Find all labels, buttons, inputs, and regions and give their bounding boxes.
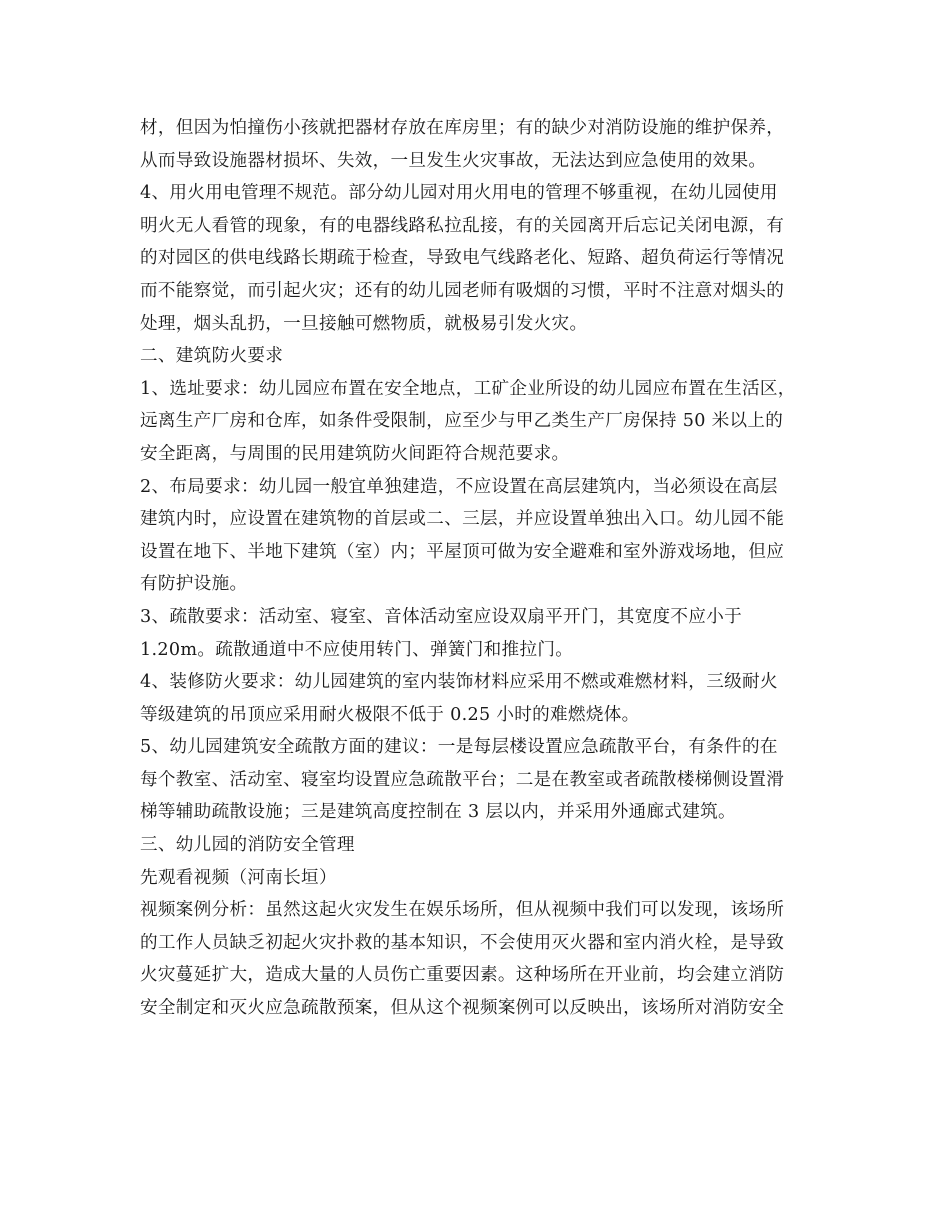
text-line: 1.20m。疏散通道中不应使用转门、弹簧门和推拉门。 [140,639,574,660]
section-heading: 二、建筑防火要求 [140,346,284,367]
text-line: 梯等辅助疏散设施；三是建筑高度控制在 3 层以内，并采用外通廊式建筑。 [140,802,736,823]
text-line: 处理，烟头乱扔，一旦接触可燃物质，就极易引发火灾。 [140,313,588,334]
text-line: 建筑内时，应设置在建筑物的首层或二、三层，并应设置单独出入口。幼儿园不能 [140,509,785,530]
text-line: 安全距离，与周围的民用建筑防火间距符合规范要求。 [140,443,570,464]
document-body [140,112,810,1025]
text-line: 的工作人员缺乏初起火灾扑救的基本知识，不会使用灭火器和室内消火栓，是导致 [140,932,785,953]
text-line: 远离生产厂房和仓库，如条件受限制，应至少与甲乙类生产厂房保持 50 米以上的 [140,411,784,432]
text-line: 火灾蔓延扩大，造成大量的人员伤亡重要因素。这种场所在开业前，均会建立消防 [140,965,785,986]
text-line: 材，但因为怕撞伤小孩就把器材存放在库房里；有的缺少对消防设施的维护保养， [140,118,785,138]
text-line: 设置在地下、半地下建筑（室）内；平屋顶可做为安全避难和室外游戏场地，但应 [140,541,785,562]
text-line: 而不能察觉，而引起火灾；还有的幼儿园老师有吸烟的习惯，平时不注意对烟头的 [140,280,785,301]
text-line: 每个教室、活动室、寝室均设置应急疏散平台；二是在教室或者疏散楼梯侧设置滑 [140,769,785,790]
text-line: 从而导致设施器材损坏、失效，一旦发生火灾事故，无法达到应急使用的效果。 [140,150,767,171]
text-line: 的对园区的供电线路长期疏于检查，导致电气线路老化、短路、超负荷运行等情况 [140,248,785,269]
text-line: 3、疏散要求：活动室、寝室、音体活动室应设双扇平开门，其宽度不应小于 [140,606,742,627]
text-line: 5、幼儿园建筑安全疏散方面的建议：一是每层楼设置应急疏散平台，有条件的在 [140,737,778,758]
text-line: 4、用火用电管理不规范。部分幼儿园对用火用电的管理不够重视，在幼儿园使用 [140,183,778,204]
text-line: 明火无人看管的现象，有的电器线路私拉乱接，有的关园离开后忘记关闭电源，有 [140,215,785,236]
text-line: 有防护设施。 [140,574,248,595]
text-line: 先观看视频（河南长垣） [140,867,337,888]
text-line: 等级建筑的吊顶应采用耐火极限不低于 0.25 小时的难燃烧体。 [140,704,640,725]
text-line: 2、布局要求：幼儿园一般宜单独建造，不应设置在高层建筑内，当必须设在高层 [140,476,778,497]
text-line: 视频案例分析：虽然这起火灾发生在娱乐场所，但从视频中我们可以发现，该场所 [140,900,785,921]
section-heading: 三、幼儿园的消防安全管理 [140,835,355,856]
text-line: 1、选址要求：幼儿园应布置在安全地点，工矿企业所设的幼儿园应布置在生活区， [140,378,796,399]
text-line: 4、装修防火要求：幼儿园建筑的室内装饰材料应采用不燃或难燃材料，三级耐火 [140,672,778,693]
text-line: 安全制定和灭火应急疏散预案，但从这个视频案例可以反映出，该场所对消防安全 [140,998,785,1019]
